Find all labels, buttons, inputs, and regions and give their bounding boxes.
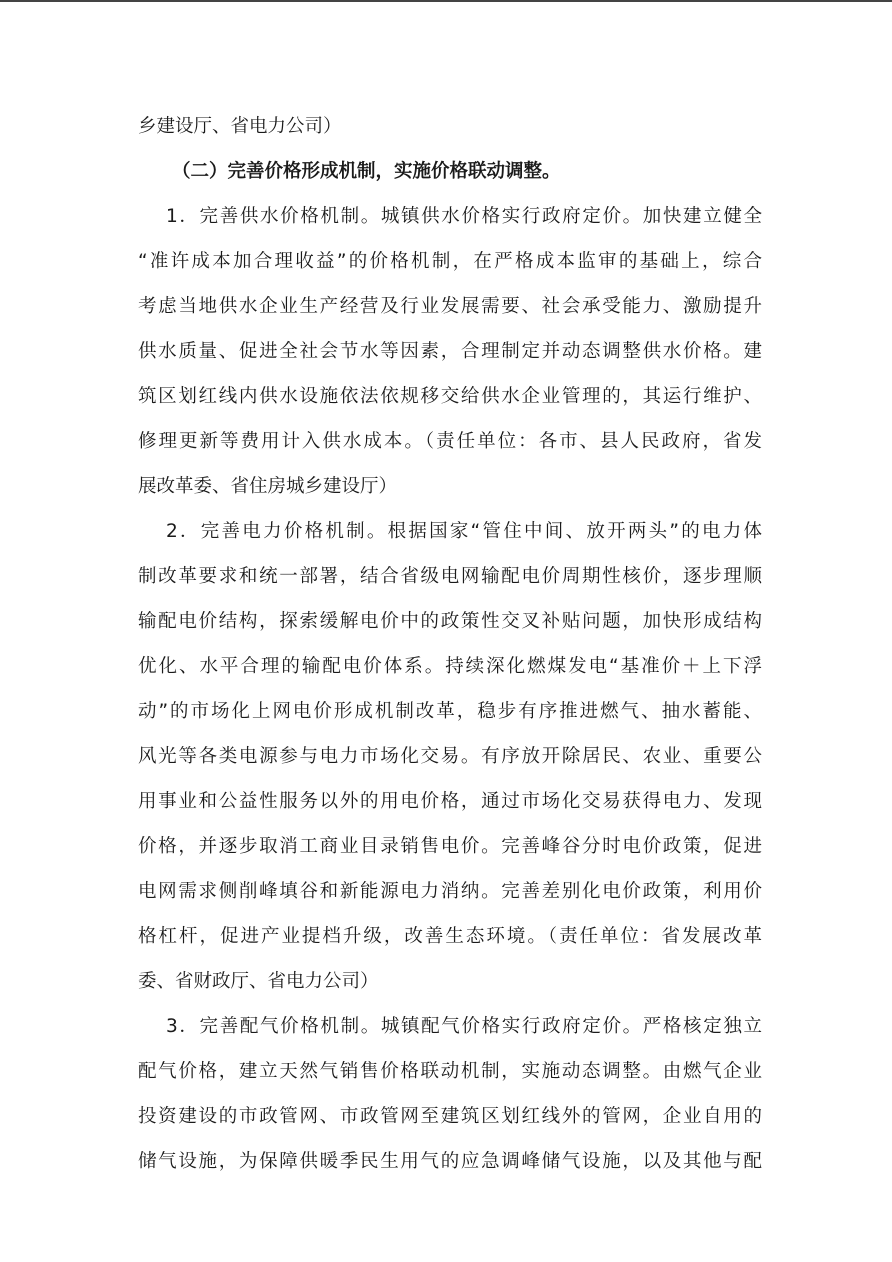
- text-line: 制改革要求和统一部署，结合省级电网输配电价周期性核价，逐步理顺: [138, 566, 762, 587]
- text-line: 价格，并逐步取消工商业目录销售电价。完善峰谷分时电价政策，促进: [138, 836, 762, 857]
- text-line: “准许成本加合理收益”的价格机制，在严格成本监审的基础上，综合: [138, 251, 762, 272]
- text-line: 输配电价结构，探索缓解电价中的政策性交叉补贴问题，加快形成结构: [138, 611, 762, 632]
- text-line: 风光等各类电源参与电力市场化交易。有序放开除居民、农业、重要公: [138, 746, 762, 767]
- text-line: 考虑当地供水企业生产经营及行业发展需要、社会承受能力、激励提升: [138, 296, 762, 317]
- text-line: 展改革委、省住房城乡建设厅）: [138, 476, 398, 497]
- text-line: 动”的市场化上网电价形成机制改革，稳步有序推进燃气、抽水蓄能、: [138, 701, 762, 722]
- text-line: 乡建设厅、省电力公司）: [138, 116, 342, 137]
- text-line: 配气价格，建立天然气销售价格联动机制，实施动态调整。由燃气企业: [138, 1061, 762, 1082]
- text-line: 筑区划红线内供水设施依法依规移交给供水企业管理的，其运行维护、: [138, 386, 762, 407]
- text-line: 委、省财政厅、省电力公司）: [138, 971, 379, 992]
- text-line: 优化、水平合理的输配电价体系。持续深化燃煤发电“基准价＋上下浮: [138, 656, 762, 677]
- text-line: 供水质量、促进全社会节水等因素，合理制定并动态调整供水价格。建: [138, 341, 762, 362]
- text-line: 电网需求侧削峰填谷和新能源电力消纳。完善差别化电价政策，利用价: [138, 881, 762, 902]
- text-line: 储气设施，为保障供暖季民生用气的应急调峰储气设施，以及其他与配: [138, 1151, 762, 1172]
- text-line: （二）完善价格形成机制，实施价格联动调整。: [172, 161, 561, 182]
- text-line: 3．完善配气价格机制。城镇配气价格实行政府定价。严格核定独立: [166, 1016, 762, 1037]
- text-line: 用事业和公益性服务以外的用电价格，通过市场化交易获得电力、发现: [138, 791, 762, 812]
- text-line: 修理更新等费用计入供水成本。（责任单位：各市、县人民政府，省发: [138, 431, 762, 452]
- text-line: 格杠杆，促进产业提档升级，改善生态环境。（责任单位：省发展改革: [138, 926, 762, 947]
- text-line: 投资建设的市政管网、市政管网至建筑区划红线外的管网，企业自用的: [138, 1106, 762, 1127]
- text-line: 2．完善电力价格机制。根据国家“管住中间、放开两头”的电力体: [166, 521, 762, 542]
- document-body: [138, 104, 762, 1184]
- text-line: 1．完善供水价格机制。城镇供水价格实行政府定价。加快建立健全: [166, 206, 762, 227]
